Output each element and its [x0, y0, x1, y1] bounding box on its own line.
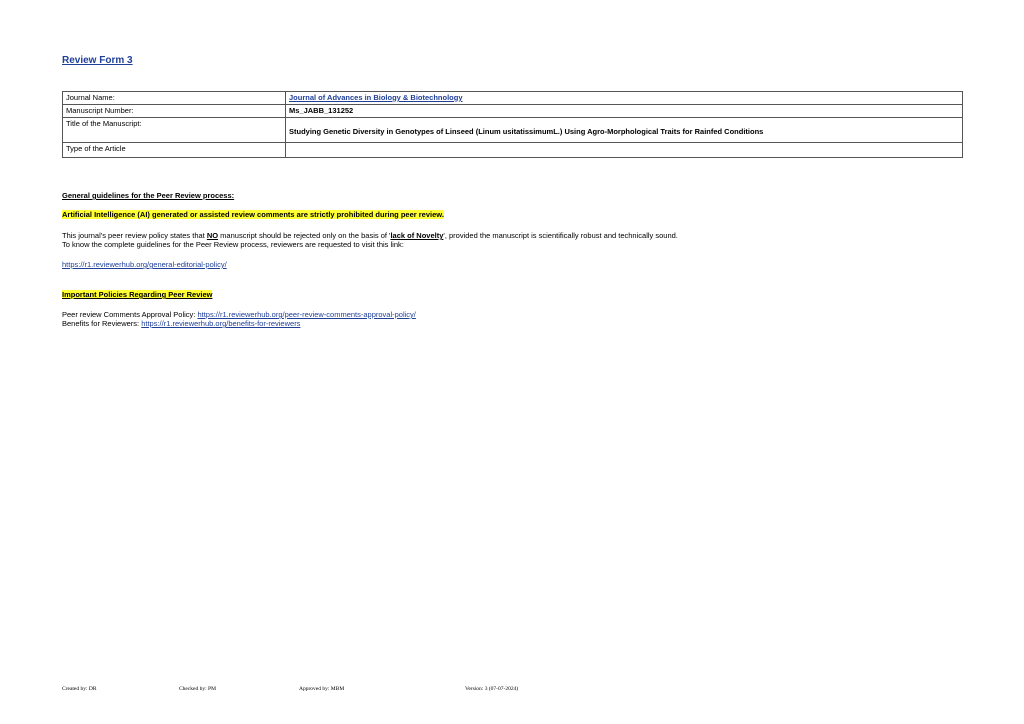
policy-text-1: This journal's peer review policy states that	[62, 231, 207, 240]
policy-text-3: ', provided the manuscript is scientifically robust and technically sound.	[443, 231, 678, 240]
footer-created-by: Created by: DR	[62, 686, 97, 692]
approval-policy-link[interactable]: https://r1.reviewerhub.org/peer-review-comments-approval-policy/	[197, 310, 416, 319]
manuscript-number-value: Ms_JABB_131252	[286, 105, 963, 118]
footer-checked-by: Checked by: PM	[179, 686, 216, 692]
ai-notice	[62, 210, 444, 219]
ai-notice-text: Artificial Intelligence (AI) generated or assisted review comments are strictly prohibited during peer review.	[62, 210, 444, 219]
policies-heading-row	[62, 290, 212, 299]
policy-novelty: lack of Novelty	[390, 231, 444, 240]
table-row	[63, 143, 963, 158]
manuscript-title-value: Studying Genetic Diversity in Genotypes of Linseed (Linum usitatissimumL.) Using Agro-Morphological Traits for Rainfed Conditions	[286, 118, 963, 143]
manuscript-title-label: Title of the Manuscript:	[63, 118, 286, 143]
approval-policy-label: Peer review Comments Approval Policy:	[62, 310, 198, 319]
journal-name-value	[286, 92, 963, 105]
footer-approved-by: Approved by: MBM	[299, 686, 345, 692]
form-title: Review Form 3	[62, 55, 133, 66]
manuscript-number-label: Manuscript Number:	[63, 105, 286, 118]
policy-line-2: To know the complete guidelines for the Peer Review process, reviewers are requested to visit this link:	[62, 240, 404, 249]
journal-name-label: Journal Name:	[63, 92, 286, 105]
guidelines-heading: General guidelines for the Peer Review process:	[62, 191, 235, 200]
article-type-label: Type of the Article	[63, 143, 286, 158]
benefits-link[interactable]: https://r1.reviewerhub.org/benefits-for-reviewers	[141, 319, 301, 328]
journal-name-link[interactable]: Journal of Advances in Biology & Biotechnology	[289, 93, 463, 102]
guidelines-link[interactable]: https://r1.reviewerhub.org/general-editorial-policy/	[62, 260, 227, 269]
table-row	[63, 92, 963, 105]
policies-heading: Important Policies Regarding Peer Review	[62, 290, 213, 299]
policy-no: NO	[206, 231, 219, 240]
policy-statement	[62, 231, 678, 240]
guidelines-link-row	[62, 260, 227, 269]
table-row	[63, 118, 963, 143]
manuscript-info-table	[62, 91, 963, 158]
table-row	[63, 105, 963, 118]
footer-version: Version: 3 (07-07-2024)	[465, 686, 519, 692]
benefits-row	[62, 319, 300, 328]
benefits-label: Benefits for Reviewers:	[62, 319, 142, 328]
approval-policy-row	[62, 310, 416, 319]
article-type-value	[286, 143, 963, 158]
policy-text-2: manuscript should be rejected only on the basis of '	[218, 231, 391, 240]
